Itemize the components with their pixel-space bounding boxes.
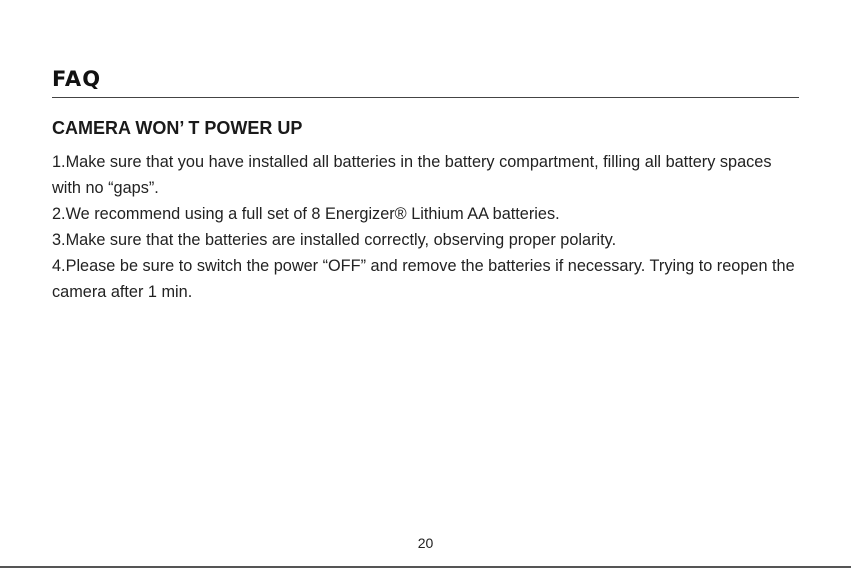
- troubleshooting-step-4: 4.Please be sure to switch the power “OFF” and remove the batteries if necessary. Trying to reopen the camera after 1 min.: [52, 257, 795, 301]
- troubleshooting-step-2: 2.We recommend using a full set of 8 Energizer® Lithium AA batteries.: [52, 205, 560, 223]
- title-divider: [52, 97, 799, 98]
- troubleshooting-step-3: 3.Make sure that the batteries are installed correctly, observing proper polarity.: [52, 231, 617, 249]
- troubleshooting-step-1: 1.Make sure that you have installed all batteries in the battery compartment, filling all battery spaces with no “gaps”.: [52, 153, 772, 197]
- page-number: 20: [417, 535, 434, 551]
- topic-heading: CAMERA WON’ T POWER UP: [52, 118, 303, 138]
- section-title: FAQ: [52, 67, 102, 91]
- troubleshooting-list: [52, 149, 804, 305]
